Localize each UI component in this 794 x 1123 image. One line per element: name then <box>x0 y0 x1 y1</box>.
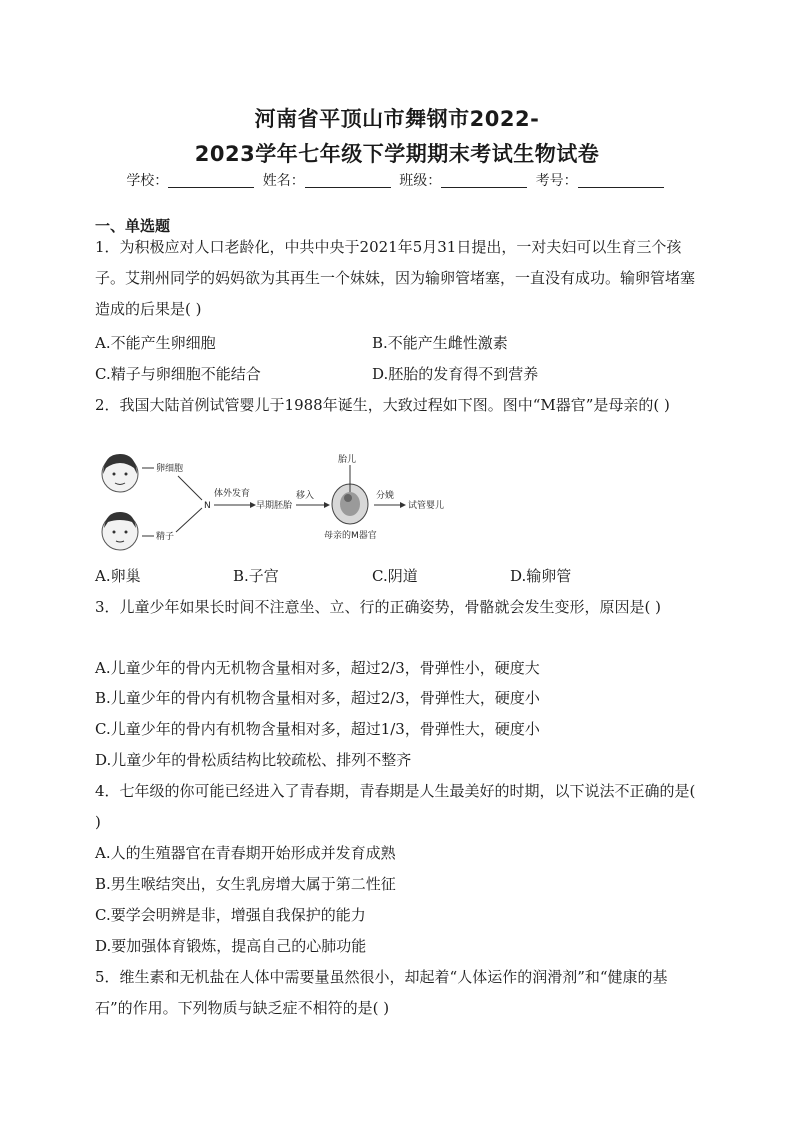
father-face-icon <box>102 512 138 550</box>
exam-number-blank[interactable] <box>578 173 664 188</box>
student-info-fields <box>0 170 794 190</box>
step-in-vitro-label: 体外发育 <box>214 489 251 499</box>
step-birth-label: 分娩 <box>376 491 395 501</box>
question-3-option-a[interactable]: A.儿童少年的骨内无机物含量相对多，超过2/3，骨弹性小，硬度大 <box>95 659 540 677</box>
school-label: 学校： <box>126 173 169 189</box>
question-4-option-a[interactable]: A.人的生殖器官在青春期开始形成并发育成熟 <box>95 844 396 862</box>
mother-face-icon <box>102 454 138 492</box>
question-2-option-b[interactable]: B.子宫 <box>233 567 279 585</box>
step-transfer-label: 移入 <box>296 491 315 501</box>
question-2-option-a[interactable]: A.卵巢 <box>95 567 141 585</box>
question-1-stem: 1．为积极应对人口老龄化，中共中央于2021年5月31日提出，一对夫妇可以生育三个孩子。艾荆州同学的妈妈欲为其再生一个妹妹，因为输卵管堵塞，一直没有成功。输卵管堵塞造成的后果是( ) <box>95 238 696 318</box>
question-4-stem: 4．七年级的你可能已经进入了青春期，青春期是人生最美好的时期，以下说法不正确的是( ) <box>95 782 696 831</box>
question-3-option-c[interactable]: C.儿童少年的骨内有机物含量相对多，超过1/3，骨弹性大，硬度小 <box>95 720 540 738</box>
question-1-option-b[interactable]: B.不能产生雌性激素 <box>372 334 508 352</box>
exam-title-line2: 2023学年七年级下学期期末考试生物试卷 <box>194 142 600 166</box>
question-1-option-d[interactable]: D.胚胎的发育得不到营养 <box>372 365 539 383</box>
ivf-baby-label: 试管婴儿 <box>408 501 445 511</box>
question-2-option-d[interactable]: D.输卵管 <box>510 567 572 585</box>
question-3-option-d[interactable]: D.儿童少年的骨松质结构比较疏松、排列不整齐 <box>95 751 412 769</box>
sperm-label: 精子 <box>156 532 175 542</box>
name-label: 姓名： <box>262 173 305 189</box>
question-4-option-b[interactable]: B.男生喉结突出，女生乳房增大属于第二性征 <box>95 875 396 893</box>
fetus-label: 胎儿 <box>338 455 357 465</box>
question-3-option-b[interactable]: B.儿童少年的骨内有机物含量相对多，超过2/3，骨弹性大，硬度小 <box>95 689 540 707</box>
n-label: N <box>204 501 211 511</box>
question-3-stem: 3．儿童少年如果长时间不注意坐、立、行的正确姿势，骨骼就会发生变形，原因是( ) <box>95 598 662 616</box>
question-4-option-d[interactable]: D.要加强体育锻炼，提高自己的心肺功能 <box>95 937 367 955</box>
embryo-label: 早期胚胎 <box>256 501 293 511</box>
question-2-stem: 2．我国大陆首例试管婴儿于1988年诞生，大致过程如下图。图中“M器官”是母亲的( ) <box>95 396 670 414</box>
question-2-option-c[interactable]: C.阴道 <box>372 567 418 585</box>
name-blank[interactable] <box>305 173 391 188</box>
exam-number-label: 考号： <box>535 173 578 189</box>
question-1-option-a[interactable]: A.不能产生卵细胞 <box>95 334 216 352</box>
egg-label: 卵细胞 <box>156 464 184 474</box>
class-blank[interactable] <box>441 173 527 188</box>
question-1-option-c[interactable]: C.精子与卵细胞不能结合 <box>95 365 261 383</box>
exam-title-line1: 河南省平顶山市舞钢市2022- <box>254 107 540 131</box>
section-title: 一、单选题 <box>95 217 171 235</box>
school-blank[interactable] <box>168 173 254 188</box>
mother-organ-label: 母亲的M器官 <box>324 531 377 541</box>
class-label: 班级： <box>399 173 442 189</box>
ivf-process-diagram <box>98 448 458 558</box>
question-4-option-c[interactable]: C.要学会明辨是非，增强自我保护的能力 <box>95 906 366 924</box>
question-5-stem: 5．维生素和无机盐在人体中需要量虽然很小，却起着“人体运作的润滑剂”和“健康的基石”的作用。下列物质与缺乏症不相符的是( ) <box>95 968 668 1017</box>
